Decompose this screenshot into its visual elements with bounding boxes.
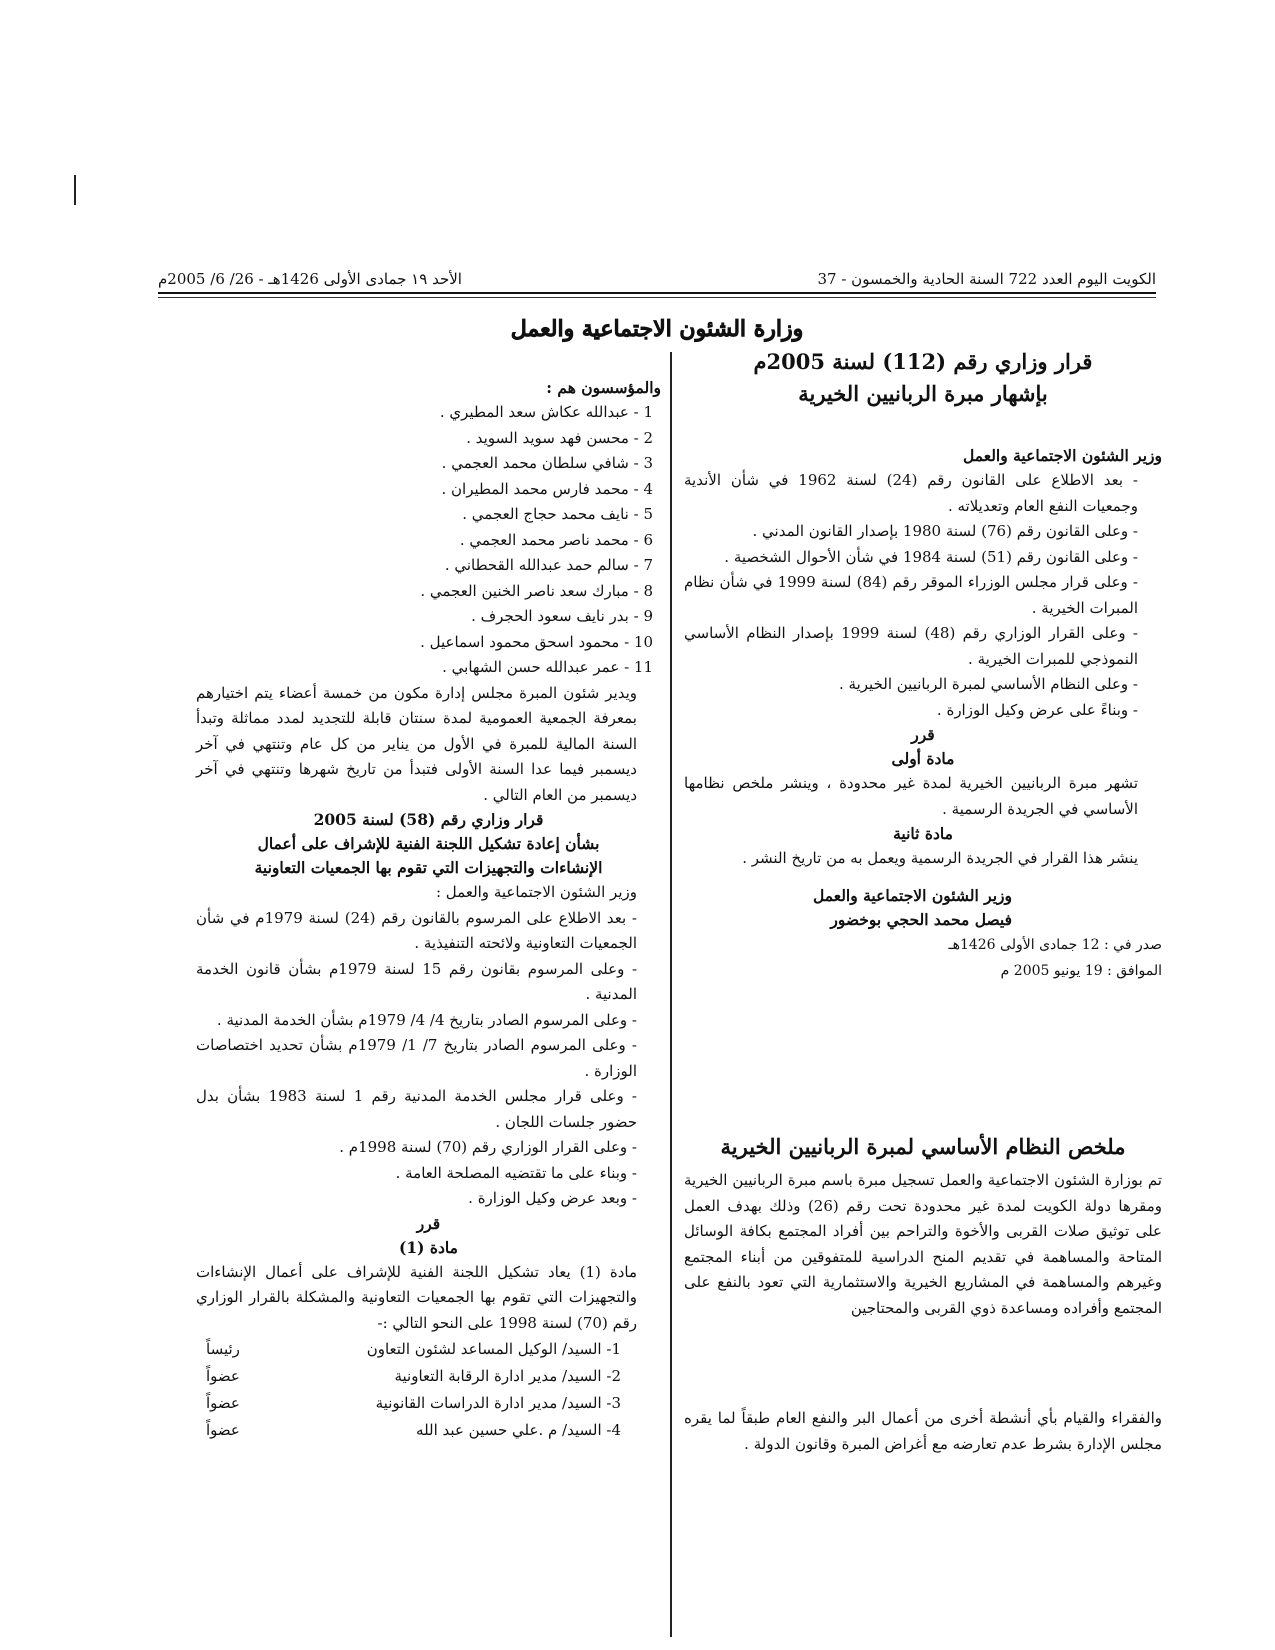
decree-112-preamble-2: - وعلى القانون رقم (76) لسنة 1980 بإصدار القانون المدني . (752, 522, 1138, 540)
scan-mark (74, 175, 76, 205)
signature-name: فيصل محمد الحجي بوخضور (830, 909, 1012, 929)
member-name: 1- السيد/ الوكيل المساعد لشئون التعاون (366, 1340, 621, 1358)
decree-112-preamble-7: - وبناءً على عرض وكيل الوزارة . (936, 700, 1138, 719)
column-divider (670, 352, 672, 1637)
decree-58-preamble-7: - وبناء على ما تقتضيه المصلحة العامة . (395, 1163, 637, 1182)
committee-member (196, 1363, 661, 1390)
founder-item: 11 - عمر عبدالله حسن الشهابي . (442, 658, 653, 676)
member-role: رئيساً (206, 1340, 240, 1358)
decree-112-article-2: ينشر هذا القرار في الجريدة الرسمية ويعمل به من تاريخ النشر . (742, 849, 1138, 867)
decree-58-article-title: مادة (1) (399, 1237, 458, 1257)
summary-tail: والفقراء والقيام بأي أنشطة أخرى من أعمال البر والنفع العام طبقاً لما يقره مجلس الإدارة بشرط عدم تعارضه مع أغراض المبرة وقانون الدولة . (684, 1409, 1162, 1453)
founder-item: 2 - محسن فهد سويد السويد . (466, 428, 653, 447)
decree-112-preamble-6: - وعلى النظام الأساسي لمبرة الربانيين الخيرية . (839, 675, 1138, 693)
committee-member (196, 1390, 661, 1417)
decree-58-subject-2: الإنشاءات والتجهيزات التي تقوم بها الجمعيات التعاونية (254, 858, 603, 877)
decree-58-preamble-6: - وعلى القرار الوزاري رقم (70) لسنة 1998م . (339, 1138, 637, 1156)
decree-58-preamble-2: - وعلى المرسوم بقانون رقم 15 لسنة 1979م بشأن قانون الخدمة المدنية . (196, 959, 638, 1003)
decree-112-minister: وزير الشئون الاجتماعية والعمل (963, 446, 1162, 465)
decree-58-preamble-5: - وعلى قرار مجلس الخدمة المدنية رقم 1 لسنة 1983 بشأن بدل حضور جلسات اللجان . (196, 1087, 637, 1131)
founder-item: 8 - مبارك سعد ناصر الخنين العجمي . (420, 581, 653, 600)
summary-body: تم بوزارة الشئون الاجتماعية والعمل تسجيل مبرة باسم مبرة الربانيين الخيرية ومقرها دولة الكويت لمدة غير محدودة تحت رقم (26) وذلك بهدف العمل على توثيق صلات القربى والأخوة والتراحم بين أفراد المجتمع بكافة الوسائل المتاحة والمساهمة في تقديم المنح الدراسية للمتفوقين من أبناء المجتمع وغيرهم والمساهمة في المشاريع الخيرية والاستثمارية التي تعود بالنفع على المجتمع وأفراده ومساعدة ذوي القربى والمحتاجين (684, 1171, 1162, 1317)
decree-112-column (684, 346, 1162, 984)
decree-58-minister: وزير الشئون الاجتماعية والعمل : (435, 883, 637, 901)
decree-58-decided: قرر (416, 1213, 441, 1233)
decree-112-article-1: تشهر مبرة الربانيين الخيرية لمدة غير محدودة ، وينشر ملخص نظامها الأساسي في الجريدة الرسمية . (684, 774, 1138, 818)
signature-title: وزير الشئون الاجتماعية والعمل (813, 885, 1012, 905)
founder-item: 6 - محمد ناصر محمد العجمي . (459, 530, 653, 549)
member-role: عضواً (206, 1421, 240, 1439)
founders-heading: والمؤسسون هم : (546, 378, 661, 397)
decree-58-subject-1: بشأن إعادة تشكيل اللجنة الفنية للإشراف على أعمال (257, 834, 600, 853)
page-header (158, 262, 1156, 288)
header-issue-info: الكويت اليوم العدد 722 السنة الحادية والخمسون - 37 (817, 270, 1156, 288)
member-name: 4- السيد/ م .علي حسين عبد الله (416, 1421, 621, 1439)
header-rule-thin (158, 297, 1156, 298)
decree-58-article-1: مادة (1) يعاد تشكيل اللجنة الفنية للإشراف على أعمال الإنشاءات والتجهيزات التي تقوم بها الجمعيات التعاونية والمشكلة بالقرار الوزاري رقم (70) لسنة 1998 على النحو التالي :- (196, 1262, 637, 1332)
decree-112-decided: قرر (911, 725, 935, 744)
member-role: عضواً (206, 1367, 240, 1385)
founder-item: 5 - نايف محمد حجاج العجمي . (462, 505, 653, 523)
decree-58-preamble-1: - بعد الاطلاع على المرسوم بالقانون رقم (24) لسنة 1979م في شأن الجمعيات التعاونية ولائحته التنفيذية . (196, 908, 637, 952)
founder-item: 10 - محمود اسحق محمود اسماعيل . (420, 632, 653, 651)
decree-112-preamble-4: - وعلى قرار مجلس الوزراء الموقر رقم (84) لسنة 1999 في شأن نظام المبرات الخيرية . (684, 573, 1138, 617)
left-column (196, 376, 661, 1444)
decree-58-title: قرار وزاري رقم (58) لسنة 2005 (313, 810, 544, 829)
corresponding-date: الموافق : 19 يونيو 2005 م (1000, 962, 1162, 979)
decree-58-preamble-8: - وبعد عرض وكيل الوزارة . (468, 1189, 637, 1207)
founder-item: 7 - سالم حمد عبدالله القحطاني . (444, 556, 653, 574)
decree-112-preamble-1: - بعد الاطلاع على القانون رقم (24) لسنة 1962 في شأن الأندية وجمعيات النفع العام وتعديلاته . (684, 471, 1138, 515)
member-name: 2- السيد/ مدير ادارة الرقابة التعاونية (394, 1367, 621, 1385)
founder-item: 3 - شافي سلطان محمد العجمي . (441, 454, 653, 472)
header-date: الأحد ١٩ جمادى الأولى 1426هـ - 26/ 6/ 2005م (158, 270, 462, 288)
issued-date: صدر في : 12 جمادى الأولى 1426هـ (948, 936, 1162, 953)
decree-112-title: قرار وزاري رقم (112) لسنة 2005م (753, 349, 1093, 374)
decree-112-article-2-title: مادة ثانية (893, 824, 953, 843)
member-name: 3- السيد/ مدير ادارة الدراسات القانونية (375, 1394, 621, 1412)
founder-item: 4 - محمد فارس محمد المطيران . (441, 479, 653, 498)
header-rule (158, 292, 1156, 294)
decree-112-preamble-5: - وعلى القرار الوزاري رقم (48) لسنة 1999 بإصدار النظام الأساسي النموذجي للمبرات الخيرية . (684, 624, 1138, 668)
founder-item: 9 - بدر نايف سعود الحجرف . (471, 607, 653, 625)
board-paragraph: ويدير شئون المبرة مجلس إدارة مكون من خمسة أعضاء يتم اختيارهم بمعرفة الجمعية العمومية لمدة سنتان قابلة للتجديد لمدد مماثلة وتبدأ السنة المالية للمبرة في الأول من يناير من كل عام وتنتهي في آخر ديسمبر فيما عدا السنة الأولى فتبدأ من تاريخ شهرها وتنتهي في آخر ديسمبر من العام التالي . (196, 683, 637, 804)
founder-item: 1 - عبدالله عكاش سعد المطيري . (439, 403, 653, 421)
committee-member (196, 1336, 661, 1363)
summary-title: ملخص النظام الأساسي لمبرة الربانيين الخيرية (720, 1134, 1126, 1159)
decree-112-article-1-title: مادة أولى (891, 749, 955, 768)
member-role: عضواً (206, 1394, 240, 1412)
decree-112-preamble-3: - وعلى القانون رقم (51) لسنة 1984 في شأن الأحوال الشخصية . (724, 547, 1138, 566)
decree-58-preamble-4: - وعلى المرسوم الصادر بتاريخ 7/ 1/ 1979م بشأن تحديد اختصاصات الوزارة . (196, 1036, 637, 1080)
ministry-title: وزارة الشئون الاجتماعية والعمل (510, 316, 804, 342)
committee-member (196, 1417, 661, 1444)
decree-58-preamble-3: - وعلى المرسوم الصادر بتاريخ 4/ 4/ 1979م بشأن الخدمة المدنية . (216, 1010, 637, 1029)
decree-112-subject: بإشهار مبرة الربانيين الخيرية (798, 381, 1048, 406)
